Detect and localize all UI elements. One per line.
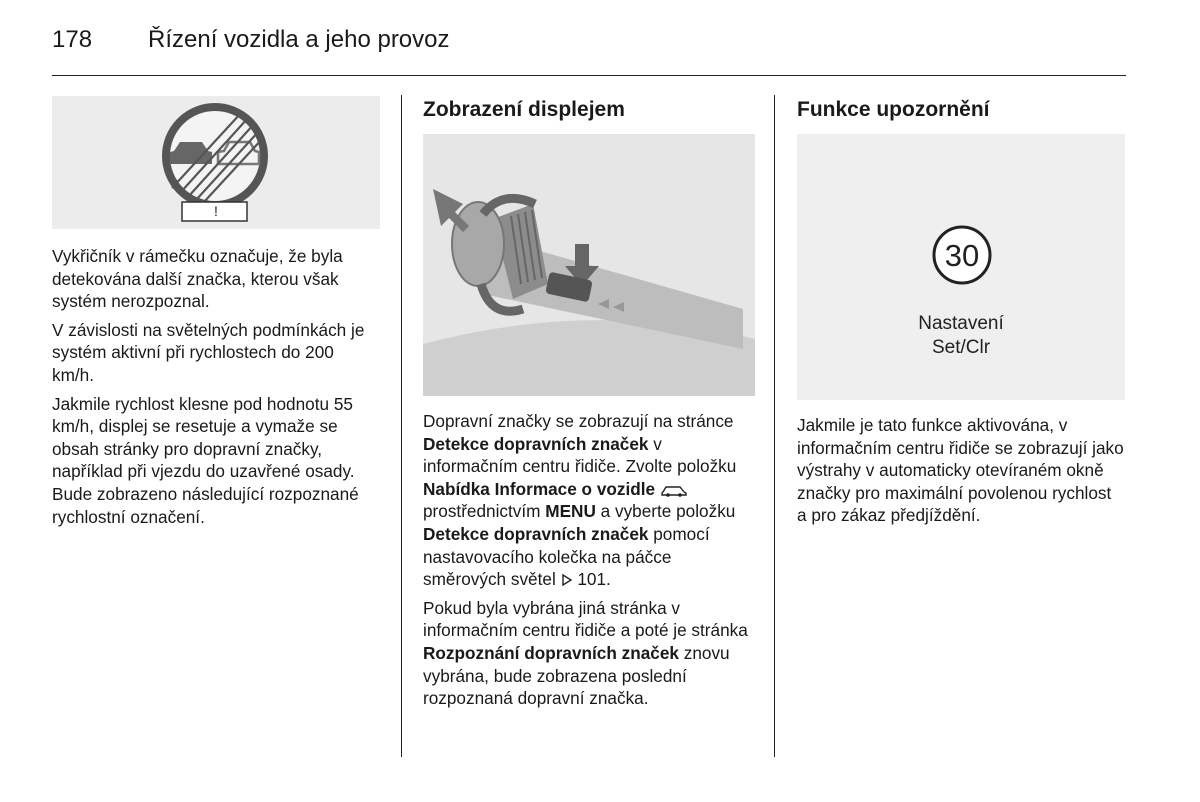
setting-label: Nastavení [918,313,1004,334]
paragraph: Jakmile rychlost klesne pod hodnotu 55 km/h, displej se resetuje a vymaže se obsah stránky pro dopravní značky, například při vjezdu do uzavřené osady. Bude zobrazeno následující rozpoznané rychlostní označení. [52,393,359,527]
paragraph: Jakmile je tato funkce aktivována, v informačním centru řidiče se zobrazují jako výstrahy v automaticky otevíraném okně značky pro maximální povolenou rychlost a pro zákaz předjíždění. [797,415,1124,526]
page-number: 178 [52,26,93,53]
figure-speed-warning [797,134,1125,400]
paragraph: V závislosti na světelných podmínkách je systém aktivní při rychlostech do 200 km/h. [52,319,365,385]
paragraph: Dopravní značky se zobrazují na stránce Detekce dopravních značek v informačním centru řidiče. Zvolte položku Nabídka Informace o vozidle prostřednictvím MENU a vyberte položku Detekce dopravních značek pomocí nastavovacího kolečka na páčce směrových světel 101. [423,411,737,590]
column-3 [797,96,1125,533]
unrecognized-sign-label: ! [214,203,218,219]
speed-value: 30 [944,238,980,273]
column-divider [774,95,775,757]
figure-turn-signal-lever [423,134,755,396]
section-heading: Funkce upozornění [797,98,990,121]
section-heading: Zobrazení displejem [423,98,625,121]
header-rule [52,75,1126,76]
setting-value: Set/Clr [931,337,991,358]
car-icon [660,483,688,497]
page-header [52,26,450,56]
paragraph: Vykřičník v rámečku označuje, že byla detekována další značka, kterou však systém nerozpoznal. [52,246,343,312]
ui-term: Rozpoznání dopravních značek [423,642,679,663]
column-divider [401,95,402,757]
speed-limit-sign-icon [931,224,993,286]
page-title: Řízení vozidla a jeho provoz [148,26,450,53]
column-2 [423,96,755,716]
ui-term: Nabídka Informace o vozidle [423,478,656,499]
figure-end-of-no-overtaking [52,96,380,229]
ui-term: Detekce dopravních značek [423,523,649,544]
ui-term: Detekce dopravních značek [423,433,649,454]
ui-term: MENU [545,501,596,522]
page-reference-icon [561,573,573,587]
column-1 [52,96,380,534]
paragraph: Pokud byla vybrána jiná stránka v informačním centru řidiče a poté je stránka Rozpoznání dopravních značek znovu vybrána, bude zobrazena poslední rozpoznaná dopravní značka. [423,597,748,709]
turn-signal-lever-menu-icon [423,134,755,396]
